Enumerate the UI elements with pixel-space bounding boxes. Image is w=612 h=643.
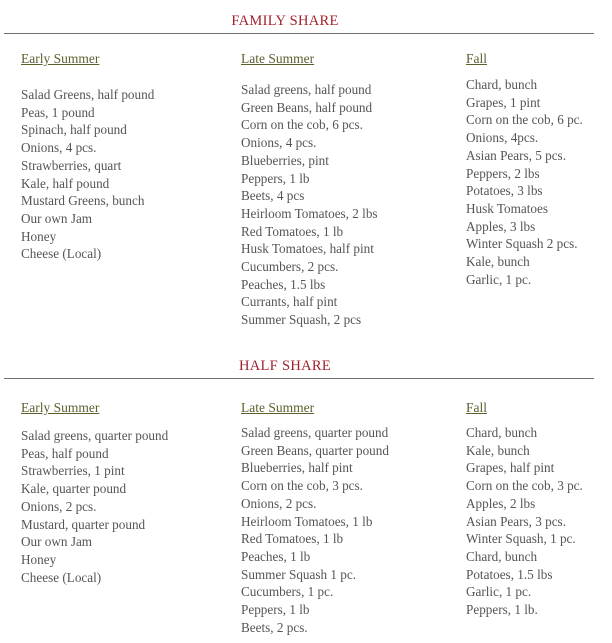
list-item: Red Tomatoes, 1 lb [241,223,344,239]
list-item: Winter Squash 2 pcs. [466,236,578,252]
list-item: Onions, 4pcs. [466,130,539,146]
list-item: Green Beans, quarter pound [241,442,389,458]
family-fall-heading: Fall [466,51,488,66]
list-item: Cheese (Local) [21,246,102,262]
list-item: Corn on the cob, 6 pc. [466,112,583,128]
list-item: Peppers, 1 lb. [466,602,538,618]
list-item: Peppers, 1 lb [241,602,310,618]
list-item: Chard, bunch [466,425,538,440]
list-item: Summer Squash, 2 pcs [241,312,362,328]
family-fall-list [466,76,583,288]
half-late-summer-list [241,424,389,636]
half-fall-heading: Fall [466,400,488,415]
list-item: Green Beans, half pound [241,99,373,115]
list-item: Onions, 2 pcs. [21,498,97,514]
list-item: Summer Squash 1 pc. [241,566,357,582]
list-item: Corn on the cob, 3 pc. [466,478,583,494]
list-item: Salad greens, quarter pound [241,425,389,440]
list-item: Salad Greens, half pound [21,87,155,102]
list-item: Peas, half pound [21,445,109,461]
half-share-divider [4,378,594,379]
list-item: Heirloom Tomatoes, 2 lbs [241,205,378,221]
list-item: Onions, 4 pcs. [21,140,97,156]
half-share-title: HALF SHARE [238,358,332,374]
list-item: Asian Pears, 3 pcs. [466,513,566,529]
list-item: Chard, bunch [466,77,538,92]
list-item: Strawberries, 1 pint [21,463,125,479]
list-item: Mustard Greens, bunch [21,193,145,209]
list-item: Peas, 1 pound [21,104,95,120]
list-item: Peaches, 1.5 lbs [241,276,326,292]
list-item: Winter Squash, 1 pc. [466,531,576,547]
family-share-title: FAMILY SHARE [231,13,339,29]
half-fall-list [466,424,583,619]
list-item: Kale, bunch [466,254,530,270]
list-item: Our own Jam [21,534,93,550]
list-item: Asian Pears, 5 pcs. [466,147,566,163]
half-late-summer-heading: Late Summer [241,400,315,415]
list-item: Currants, half pint [241,294,338,310]
list-item: Corn on the cob, 3 pcs. [241,478,363,494]
family-early-summer-list [21,86,154,263]
list-item: Beets, 4 pcs [241,188,305,204]
list-item: Kale, half pound [21,175,110,191]
list-item: Blueberries, pint [241,152,329,168]
list-item: Garlic, 1 pc. [466,271,532,287]
list-item: Garlic, 1 pc. [466,584,532,600]
list-item: Husk Tomatoes, half pint [241,241,374,257]
list-item: Cucumbers, 2 pcs. [241,259,339,275]
list-item: Kale, bunch [466,442,530,458]
half-early-summer-list [21,427,168,586]
list-item: Peppers, 2 lbs [466,165,540,181]
list-item: Peppers, 1 lb [241,170,310,186]
family-share-divider [4,33,594,34]
list-item: Apples, 2 lbs [466,495,536,511]
list-item: Salad greens, quarter pound [21,428,169,443]
half-early-summer-heading: Early Summer [21,400,100,415]
list-item: Potatoes, 3 lbs [466,183,543,199]
list-item: Husk Tomatoes [466,200,548,216]
list-item: Salad greens, half pound [241,82,372,97]
list-item: Peaches, 1 lb [241,548,311,564]
list-item: Onions, 2 pcs. [241,495,317,511]
list-item: Apples, 3 lbs [466,218,536,234]
list-item: Honey [21,551,57,567]
list-item: Corn on the cob, 6 pcs. [241,117,363,133]
list-item: Spinach, half pound [21,122,127,138]
list-item: Strawberries, quart [21,157,122,173]
list-item: Red Tomatoes, 1 lb [241,531,344,547]
list-item: Heirloom Tomatoes, 1 lb [241,513,373,529]
list-item: Potatoes, 1.5 lbs [466,566,553,582]
list-item: Onions, 4 pcs. [241,135,317,151]
list-item: Our own Jam [21,210,93,226]
list-item: Blueberries, half pint [241,460,353,476]
list-item: Cucumbers, 1 pc. [241,584,334,600]
list-item: Grapes, 1 pint [466,94,541,110]
list-item: Mustard, quarter pound [21,516,146,532]
family-late-summer-list [241,81,378,329]
family-late-summer-heading: Late Summer [241,51,315,66]
list-item: Cheese (Local) [21,569,102,585]
list-item: Chard, bunch [466,548,538,564]
family-early-summer-heading: Early Summer [21,51,100,66]
list-item: Beets, 2 pcs. [241,619,308,635]
list-item: Grapes, half pint [466,460,555,476]
list-item: Kale, quarter pound [21,481,127,497]
list-item: Honey [21,228,57,244]
